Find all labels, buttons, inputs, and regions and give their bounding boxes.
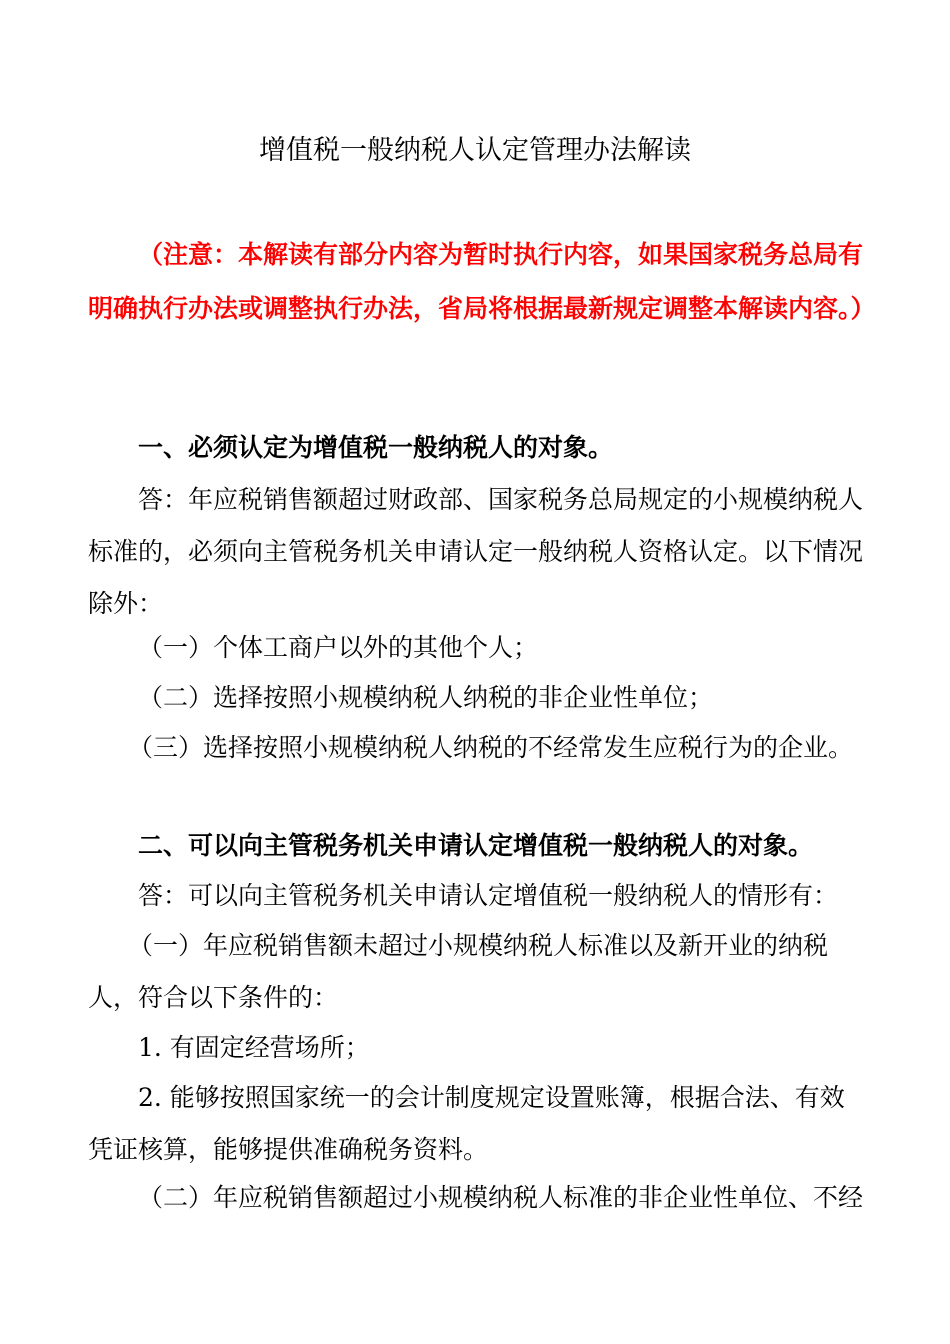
section1-heading: 一、必须认定为增值税一般纳税人的对象。 [138,433,614,462]
notice-paragraph: （注意：本解读有部分内容为暂时执行内容，如果国家税务总局有明确执行办法或调整执行办法，省局将根据最新规定调整本解读内容。） [88,240,876,323]
section2-item-1: （一）年应税销售额未超过小规模纳税人标准以及新开业的纳税人，符合以下条件的： [88,931,829,1012]
section1-item-2: （二）选择按照小规模纳税人纳税的非企业性单位； [138,683,714,712]
section2-condition-2: 2. 能够按照国家统一的会计制度规定设置账簿，根据合法、有效凭证核算，能够提供准确税务资料。 [88,1083,845,1164]
section2-heading: 二、可以向主管税务机关申请认定增值税一般纳税人的对象。 [138,831,814,860]
document-title: 增值税一般纳税人认定管理办法解读 [259,135,691,166]
section1-item-1: （一）个体工商户以外的其他个人； [138,633,539,662]
section1-item-3: （三）选择按照小规模纳税人纳税的不经常发生应税行为的企业。 [128,733,854,762]
section1-answer: 答：年应税销售额超过财政部、国家税务总局规定的小规模纳税人标准的，必须向主管税务机关申请认定一般纳税人资格认定。以下情况除外： [88,485,864,618]
section2-condition-1: 1. 有固定经营场所； [138,1033,370,1062]
section2-answer: 答：可以向主管税务机关申请认定增值税一般纳税人的情形有： [138,881,839,910]
section2-item-2: （二）年应税销售额超过小规模纳税人标准的非企业性单位、不经 [138,1183,864,1212]
